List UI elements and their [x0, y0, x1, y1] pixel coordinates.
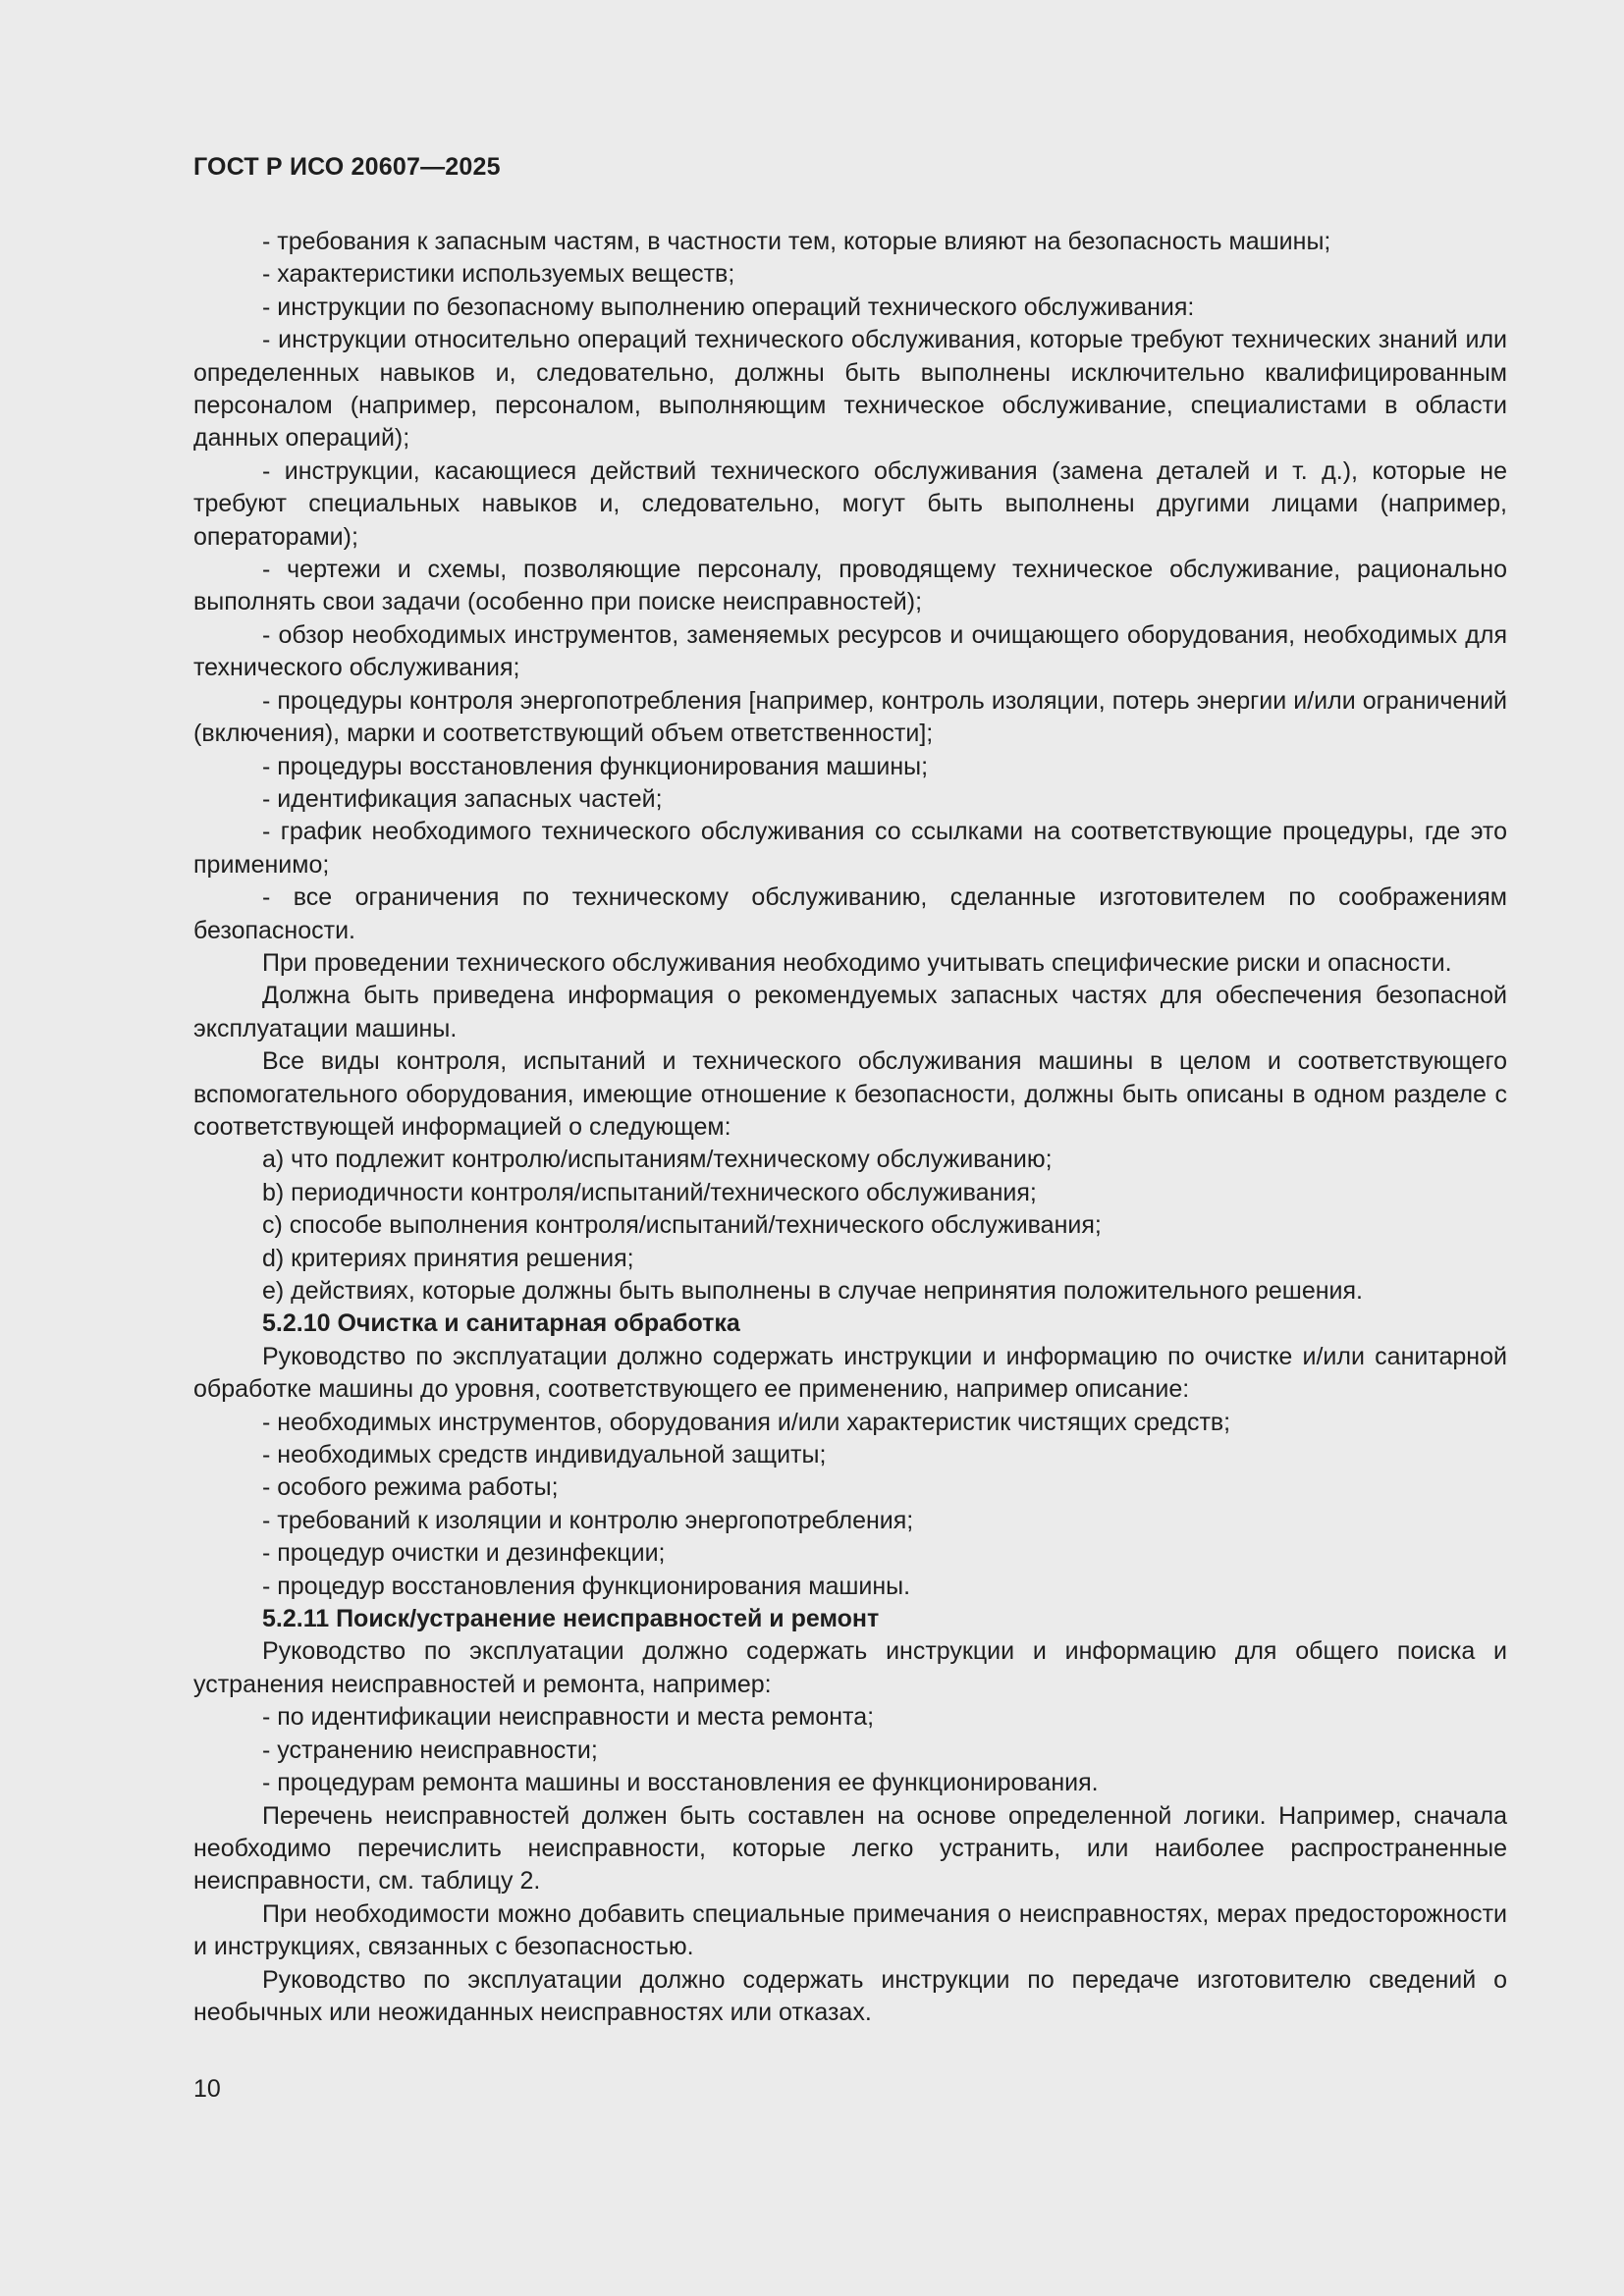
lettered-item: d) критериях принятия решения;: [262, 1244, 634, 1272]
list-item: - инструкции, касающиеся действий технического обслуживания (замена деталей и т. д.), которые не требуют специальных навыков и, следовательно, могут быть выполнены другими лицами (например, операторами);: [193, 456, 1507, 551]
paragraph: При необходимости можно добавить специальные примечания о неисправностях, мерах предосторожности и инструкциях, связанных с безопасностью.: [193, 1899, 1507, 1961]
document-body: [193, 226, 1507, 2029]
list-item: - необходимых средств индивидуальной защиты;: [262, 1441, 827, 1469]
paragraph: Все виды контроля, испытаний и технического обслуживания машины в целом и соответствующего вспомогательного оборудования, имеющие отношение к безопасности, должны быть описаны в одном разделе с соответствующей информацией о следующем:: [193, 1047, 1507, 1141]
section-heading: 5.2.10 Очистка и санитарная обработка: [262, 1309, 740, 1338]
list-item: - устранению неисправности;: [262, 1735, 598, 1764]
lettered-item: b) периодичности контроля/испытаний/технического обслуживания;: [262, 1178, 1037, 1206]
lettered-item: e) действиях, которые должны быть выполнены в случае непринятия положительного решения.: [262, 1277, 1363, 1305]
list-item: - график необходимого технического обслуживания со ссылками на соответствующие процедуры, где это применимо;: [193, 818, 1507, 879]
lettered-item: a) что подлежит контролю/испытаниям/техническому обслуживанию;: [262, 1146, 1053, 1174]
paragraph: Руководство по эксплуатации должно содержать инструкции и информацию для общего поиска и устранения неисправностей и ремонта, например:: [193, 1637, 1507, 1698]
paragraph: Перечень неисправностей должен быть составлен на основе определенной логики. Например, сначала необходимо перечислить неисправности, которые легко устранить, или наиболее распространенные неисправности, см. таблицу 2.: [193, 1801, 1507, 1896]
paragraph: При проведении технического обслуживания необходимо учитывать специфические риски и опасности.: [262, 948, 1452, 977]
list-item: - процедур очистки и дезинфекции;: [262, 1539, 666, 1568]
list-item: - обзор необходимых инструментов, заменяемых ресурсов и очищающего оборудования, необходимых для технического обслуживания;: [193, 620, 1507, 682]
list-item: - инструкции относительно операций технического обслуживания, которые требуют технических знаний или определенных навыков и, следовательно, должны быть выполнены исключительно квалифицированным персоналом (например, персоналом, выполняющим техническое обслуживание, специалистами в области данных операций);: [193, 326, 1507, 453]
list-item: - требования к запасным частям, в частности тем, которые влияют на безопасность машины;: [262, 228, 1331, 255]
paragraph: Должна быть приведена информация о рекомендуемых запасных частях для обеспечения безопасной эксплуатации машины.: [193, 982, 1507, 1042]
standard-header: ГОСТ Р ИСО 20607—2025: [193, 153, 501, 181]
lettered-item: c) способе выполнения контроля/испытаний/технического обслуживания;: [262, 1211, 1102, 1240]
list-item: - особого режима работы;: [262, 1473, 559, 1502]
list-item: - по идентификации неисправности и места ремонта;: [262, 1703, 875, 1732]
list-item: - требований к изоляции и контролю энергопотребления;: [262, 1506, 914, 1534]
paragraph: Руководство по эксплуатации должно содержать инструкции и информацию по очистке и/или санитарной обработке машины до уровня, соответствующего ее применению, например описание:: [193, 1342, 1507, 1404]
section-heading: 5.2.11 Поиск/устранение неисправностей и ремонт: [262, 1605, 880, 1633]
list-item: - необходимых инструментов, оборудования и/или характеристик чистящих средств;: [262, 1408, 1231, 1436]
paragraph: Руководство по эксплуатации должно содержать инструкции по передаче изготовителю сведений о необычных или неожиданных неисправностях или отказах.: [193, 1965, 1507, 2026]
list-item: - процедур восстановления функционирования машины.: [262, 1572, 911, 1600]
list-item: - процедурам ремонта машины и восстановления ее функционирования.: [262, 1769, 1099, 1797]
list-item: - чертежи и схемы, позволяющие персоналу, проводящему техническое обслуживание, рационально выполнять свои задачи (особенно при поиске неисправностей);: [193, 556, 1507, 616]
list-item: - процедуры восстановления функционирования машины;: [262, 752, 929, 780]
page-number: 10: [193, 2075, 221, 2103]
list-item: - инструкции по безопасному выполнению операций технического обслуживания:: [262, 293, 1195, 321]
list-item: - характеристики используемых веществ;: [262, 260, 735, 289]
list-item: - все ограничения по техническому обслуживанию, сделанные изготовителем по соображениям безопасности.: [193, 883, 1507, 944]
list-item: - процедуры контроля энергопотребления [например, контроль изоляции, потерь энергии и/или ограничений (включения), марки и соответствующий объем ответственности];: [193, 686, 1507, 748]
list-item: - идентификация запасных частей;: [262, 784, 663, 813]
